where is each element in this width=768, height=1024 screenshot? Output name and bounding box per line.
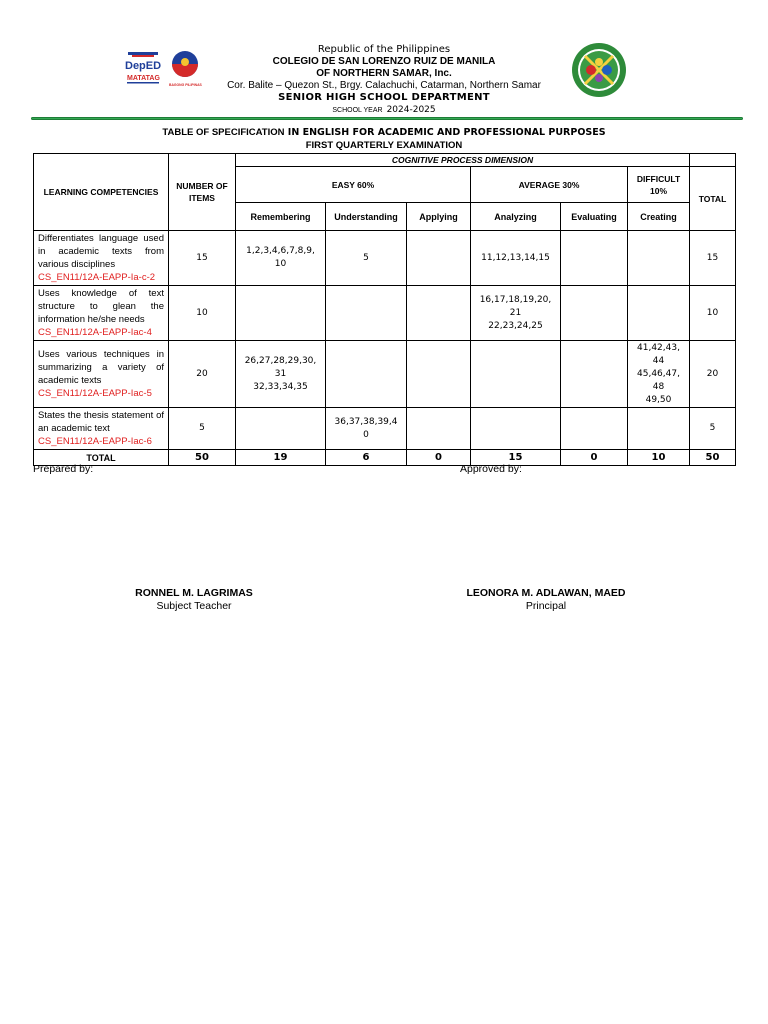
understanding-cell: 5 — [326, 231, 407, 286]
header-number-of-items: NUMBER OF ITEMS — [169, 154, 236, 231]
tos-title: TABLE OF SPECIFICATION IN ENGLISH FOR ACADEMIC AND PROFESSIONAL PURPOSES — [162, 127, 606, 138]
competency-cell: Uses knowledge of text structure to glean the information he/she needs CS_EN11/12A-EAPP-Iac-4 — [34, 286, 169, 341]
total-cell: 10 — [690, 286, 736, 341]
analyzing-cell: 16,17,18,19,20, 21 22,23,24,25 — [471, 286, 561, 341]
remembering-cell: 1,2,3,4,6,7,8,9, 10 — [236, 231, 326, 286]
principal-signature-block — [426, 587, 666, 613]
total-cell: 5 — [690, 408, 736, 450]
items-cell: 15 — [169, 231, 236, 286]
total-cell: 15 — [690, 231, 736, 286]
remembering-cell — [236, 286, 326, 341]
evaluating-cell — [561, 286, 628, 341]
header-learning-competencies: LEARNING COMPETENCIES — [34, 154, 169, 231]
header-difficult: DIFFICULT 10% — [628, 167, 690, 203]
applying-cell — [407, 286, 471, 341]
table-row — [34, 408, 736, 450]
analyzing-cell: 11,12,13,14,15 — [471, 231, 561, 286]
understanding-cell — [326, 286, 407, 341]
header-total: TOTAL — [690, 167, 736, 231]
analyzing-cell — [471, 408, 561, 450]
items-cell: 5 — [169, 408, 236, 450]
applying-cell — [407, 341, 471, 408]
school-year: SCHOOL YEAR 2024-2025 — [332, 105, 436, 115]
republic-line: Republic of the Philippines — [317, 44, 451, 55]
total-applying: 0 — [407, 450, 471, 466]
remembering-cell — [236, 408, 326, 450]
exam-title: FIRST QUARTERLY EXAMINATION — [305, 140, 463, 151]
applying-cell — [407, 408, 471, 450]
principal-name: LEONORA M. ADLAWAN, MAED — [466, 587, 626, 599]
table-row — [34, 286, 736, 341]
table-of-specification — [33, 153, 736, 466]
table-row — [34, 231, 736, 286]
competency-cell: States the thesis statement of an academic text CS_EN11/12A-EAPP-Iac-6 — [34, 408, 169, 450]
college-name-line2: OF NORTHERN SAMAR, Inc. — [316, 68, 452, 79]
table-row — [34, 341, 736, 408]
school-address: Cor. Balite – Quezon St., Brgy. Calachuchi, Catarman, Northern Samar — [227, 80, 541, 91]
items-cell: 20 — [169, 341, 236, 408]
college-name-line1: COLEGIO DE SAN LORENZO RUIZ DE MANILA — [272, 56, 496, 67]
creating-cell — [628, 408, 690, 450]
teacher-signature-block — [74, 587, 314, 613]
applying-cell — [407, 231, 471, 286]
evaluating-cell — [561, 408, 628, 450]
remembering-cell: 26,27,28,29,30, 31 32,33,34,35 — [236, 341, 326, 408]
header-cognitive-dimension: COGNITIVE PROCESS DIMENSION — [236, 154, 690, 167]
prepared-by-label: Prepared by: — [33, 463, 94, 475]
total-items: 50 — [169, 450, 236, 466]
evaluating-cell — [561, 341, 628, 408]
total-creating: 10 — [628, 450, 690, 466]
creating-cell — [628, 231, 690, 286]
totals-label: TOTAL — [34, 450, 169, 466]
header-creating: Creating — [628, 203, 690, 231]
header-blank — [690, 154, 736, 167]
understanding-cell — [326, 341, 407, 408]
creating-cell: 41,42,43, 44 45,46,47, 48 49,50 — [628, 341, 690, 408]
total-remembering: 19 — [236, 450, 326, 466]
department-name: SENIOR HIGH SCHOOL DEPARTMENT — [278, 92, 490, 103]
items-cell: 10 — [169, 286, 236, 341]
bagong-pilipinas-logo — [168, 48, 202, 88]
evaluating-cell — [561, 231, 628, 286]
competency-cell: Uses various techniques in summarizing a variety of academic texts CS_EN11/12A-EAPP-Iac-5 — [34, 341, 169, 408]
school-seal-logo — [571, 42, 627, 98]
document-header — [0, 0, 768, 120]
approved-by-label: Approved by: — [460, 463, 522, 475]
header-easy: EASY 60% — [236, 167, 471, 203]
totals-row — [34, 450, 736, 466]
competency-cell: Differentiates language used in academic texts from various disciplines CS_EN11/12A-EAPP-Ia-c-2 — [34, 231, 169, 286]
analyzing-cell — [471, 341, 561, 408]
principal-role: Principal — [525, 600, 567, 612]
svg-text:DepED: DepED — [125, 60, 162, 72]
header-applying: Applying — [407, 203, 471, 231]
header-remembering: Remembering — [236, 203, 326, 231]
creating-cell — [628, 286, 690, 341]
understanding-cell: 36,37,38,39,4 0 — [326, 408, 407, 450]
grand-total: 50 — [690, 450, 736, 466]
header-evaluating: Evaluating — [561, 203, 628, 231]
svg-text:BAGONG PILIPINAS: BAGONG PILIPINAS — [169, 83, 202, 87]
total-cell: 20 — [690, 341, 736, 408]
svg-text:MATATAG: MATATAG — [127, 75, 160, 82]
teacher-role: Subject Teacher — [156, 600, 232, 612]
header-analyzing: Analyzing — [471, 203, 561, 231]
total-analyzing: 15 — [471, 450, 561, 466]
deped-logo — [122, 50, 164, 88]
header-divider — [31, 117, 743, 120]
header-understanding: Understanding — [326, 203, 407, 231]
teacher-name: RONNEL M. LAGRIMAS — [135, 587, 253, 599]
total-understanding: 6 — [326, 450, 407, 466]
total-evaluating: 0 — [561, 450, 628, 466]
header-average: AVERAGE 30% — [471, 167, 628, 203]
